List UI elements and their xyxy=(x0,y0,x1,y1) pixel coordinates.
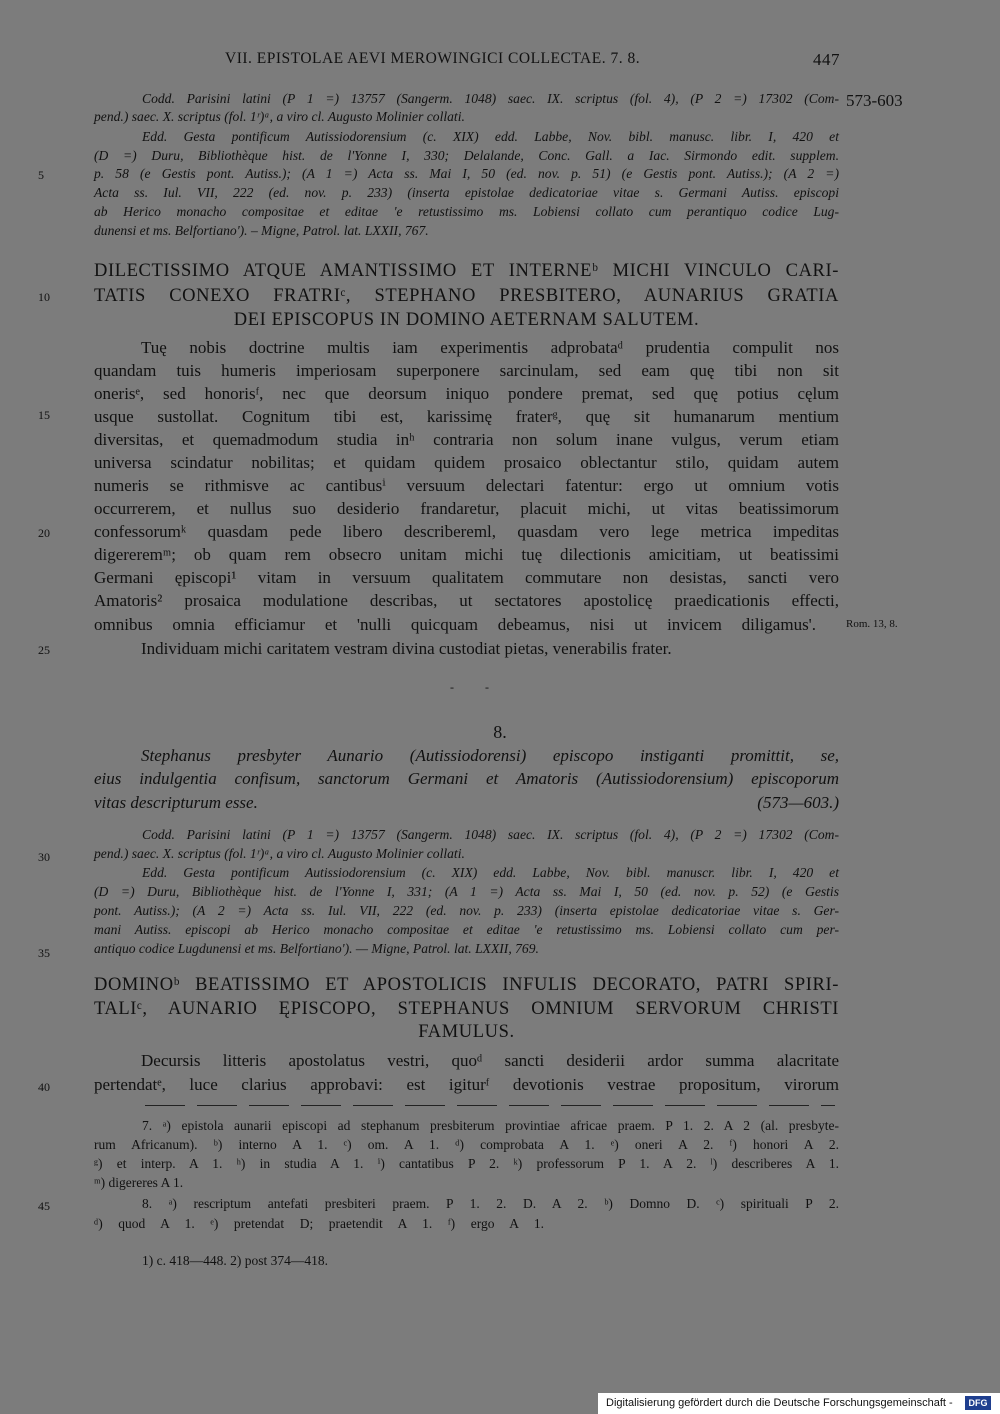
separator-dots: - - xyxy=(450,680,503,694)
page-number: 447 xyxy=(813,50,840,69)
body-line: Germani ępiscopi¹ vitam in versuum qualitatem commutare non desistas, sancti vero xyxy=(94,568,839,587)
source-line: mani Autiss. episcopi ab Herico monacho compositae et editae 'e retustissimo ms. Lobiensi collato cum per- xyxy=(94,922,839,937)
footnote-line: rum Africanum). ᵇ) interno A 1. ᶜ) om. A 1. ᵈ) comprobata A 1. ᵉ) oneri A 2. ᶠ) honori A 2. xyxy=(94,1137,839,1152)
funding-notice: Digitalisierung gefördert durch die Deutsche Forschungsgemeinschaft - xyxy=(606,1397,953,1409)
letter-heading-line: TATIS CONEXO FRATRIᶜ, STEPHANO PRESBITERO, AUNARIUS GRATIA xyxy=(94,286,839,306)
body-line: diversitas, et quemadmodum studia inʰ contraria non solum inane vulgus, verum etiam xyxy=(94,430,839,449)
source-line: pend.) saec. X. scriptus (fol. 1ʳ)ᵃ, a viro cl. Augusto Molinier collati. xyxy=(94,109,465,124)
source-line: ab Herico monacho compositae et editae 'e retustissimo ms. Lobiensi collato cum perantiquo codice Lug- xyxy=(94,204,839,219)
section-number: 8. xyxy=(493,722,507,742)
dfg-logo: DFG xyxy=(965,1396,991,1410)
body-line: onerisᵉ, sed honorisᶠ, nec que deorsum iniquo pondere premat, sed quę potius cęlum xyxy=(94,384,839,403)
footnote-line: 7. ᵃ) epistola aunarii episcopi ad stephanum presbiterum provintiae africae praem. P 1. 2. A 2 (al. presbyte- xyxy=(142,1118,839,1133)
body-line: Decursis litteris apostolatus vestri, quoᵈ sancti desiderii ardor summa alacritate xyxy=(141,1051,839,1070)
source-line: Edd. Gesta pontificum Autissiodorensium (c. XIX) edd. Labbe, Nov. bibl. manusc. libr. I, 420 et xyxy=(142,129,839,144)
running-title: VII. EPISTOLAE AEVI MEROWINGICI COLLECTAE. 7. 8. xyxy=(225,50,641,67)
source-line: pont. Autiss.); (A 2 =) Acta ss. Iul. VII, 222 (ed. nov. p. 233) (inserta epistolae dedicatoriae vitae s. Ger- xyxy=(94,903,839,918)
body-line: Amatoris² prosaica modulatione describas, ut sectatores apostolicę praedicationis effecti, xyxy=(94,591,839,610)
body-line: universa scindatur nobilitas; et quidam quidem prosaico oblectantur stilo, quidam autem xyxy=(94,453,839,472)
letter-heading-line: FAMULUS. xyxy=(418,1022,515,1042)
line-number: 10 xyxy=(38,290,50,304)
letter-heading-line: DILECTISSIMO ATQUE AMANTISSIMO ET INTERNEᵇ MICHI VINCULO CARI- xyxy=(94,261,839,281)
line-number: 45 xyxy=(38,1199,50,1213)
source-line: Codd. Parisini latini (P 1 =) 13757 (Sangerm. 1048) saec. IX. scriptus (fol. 4), (P 2 =) 17302 (Com- xyxy=(142,827,839,842)
body-line: digereremᵐ; ob quam rem obsecro unitam michi tuę dilectionis amicitiam, ut beatissimi xyxy=(94,545,839,564)
body-line: Tuę nobis doctrine multis iam experimentis adprobataᵈ prudentia compulit nos xyxy=(141,338,839,357)
source-line: p. 58 (e Gestis pont. Autiss.); (A 1 =) Acta ss. Mai I, 50 (ed. nov. p. 51) (e Gestis pont. Autiss.); (A 2 =) xyxy=(94,166,839,181)
line-number: 15 xyxy=(38,408,50,422)
body-line: pertendatᵉ, luce clarius approbavi: est igiturᶠ devotionis vestrae propositum, virorum xyxy=(94,1075,839,1094)
bottom-notes: 1) c. 418—448. 2) post 374—418. xyxy=(142,1253,328,1268)
footnote-separator xyxy=(145,1105,835,1106)
footnote-line: ᵐ) digereres A 1. xyxy=(94,1175,184,1190)
summary-line xyxy=(94,792,839,814)
footnote-line: ᵍ) et interp. A 1. ʰ) in studia A 1. ⁱ) cantatibus P 2. ᵏ) professorum P 1. A 2. ˡ) describeres A 1. xyxy=(94,1156,839,1171)
source-line: Acta ss. Iul. VII, 222 (ed. nov. p. 233) (inserta epistolae dedicatoriae vitae s. Germani Autiss. episcopi xyxy=(94,185,839,200)
line-number: 30 xyxy=(38,850,50,864)
source-line: dunensi et ms. Belfortiano'). – Migne, Patrol. lat. LXXII, 767. xyxy=(94,223,429,238)
letter-heading-line: DOMINOᵇ BEATISSIMO ET APOSTOLICIS INFULIS DECORATO, PATRI SPIRI- xyxy=(94,975,839,995)
source-line: (D =) Duru, Bibliothèque hist. de l'Yonne I, 330; Delalande, Conc. Gall. a Iac. Sirmondo edit. supplem. xyxy=(94,148,839,163)
line-number: 25 xyxy=(38,643,50,657)
body-line: numeris se rithmisve ac cantibusⁱ versuum delectari fatentur: ergo ut omnium votis xyxy=(94,476,839,495)
margin-reference: Rom. 13, 8. xyxy=(846,618,898,630)
line-number: 40 xyxy=(38,1080,50,1094)
summary-line: eius indulgentia confisum, sanctorum Germani et Amatoris (Autissiodorensium) episcoporum xyxy=(94,769,839,788)
letter-heading-line: TALIᶜ, AUNARIO ĘPISCOPO, STEPHANUS OMNIUM SERVORUM CHRISTI xyxy=(94,999,839,1019)
source-line: pend.) saec. X. scriptus (fol. 1ʳ)ᵃ, a viro cl. Augusto Molinier collati. xyxy=(94,846,465,861)
summary-line: Stephanus presbyter Aunario (Autissiodorensi) episcopo instiganti promittit, se, xyxy=(141,746,839,765)
footnote-line: ᵈ) quod A 1. ᵉ) pretendat D; praetendit A 1. ᶠ) ergo A 1. xyxy=(94,1216,544,1231)
source-line: antiquo codice Lugdunensi et ms. Belfortiano'). — Migne, Patrol. lat. LXXII, 769. xyxy=(94,941,539,956)
line-number: 20 xyxy=(38,526,50,540)
letter-heading-line: DEI EPISCOPUS IN DOMINO AETERNAM SALUTEM. xyxy=(233,310,700,330)
body-line: usque sustollat. Cognitum tibi est, karissimę fraterᵍ, quę sit humanarum mentium xyxy=(94,407,839,426)
body-line: quandam tuis humeris imperiosam superponere sarcinulam, sed eam quę tibi non sit xyxy=(94,361,839,380)
summary-text: vitas descripturum esse. xyxy=(94,793,258,812)
footnote-line: 8. ᵃ) rescriptum antefati presbiteri praem. P 1. 2. D. A 2. ᵇ) Domno D. ᶜ) spirituali P 2. xyxy=(142,1196,839,1211)
body-line: occurrerem, et nullus suo desiderio frandaretur, placuit michi, ut vitas beatissimorum xyxy=(94,499,839,518)
body-line: confessorumᵏ quasdam pede libero describereml, quasdam vero lege metrica impeditas xyxy=(94,522,839,541)
summary-date: (573—603.) xyxy=(757,793,839,812)
margin-date: 573-603 xyxy=(846,91,903,110)
line-number: 35 xyxy=(38,946,50,960)
source-line: (D =) Duru, Bibliothèque hist. de l'Yonne I, 331; (A 1 =) Acta ss. Mai I, 50 (ed. nov. p. 52) (e Gestis xyxy=(94,884,839,899)
source-line: Codd. Parisini latini (P 1 =) 13757 (Sangerm. 1048) saec. IX. scriptus (fol. 4), (P 2 =) 17302 (Com- xyxy=(142,91,839,106)
body-line: omnibus omnia efficiamur et 'nulli quicquam debeamus, nisi ut invicem diligamus'. xyxy=(94,615,816,634)
line-number: 5 xyxy=(38,168,44,182)
body-line: Individuam michi caritatem vestram divina custodiat pietas, venerabilis frater. xyxy=(141,639,672,658)
source-line: Edd. Gesta pontificum Autissiodorensium (c. XIX) edd. Labbe, Nov. bibl. manuscr. libr. I, 420 et xyxy=(142,865,839,880)
